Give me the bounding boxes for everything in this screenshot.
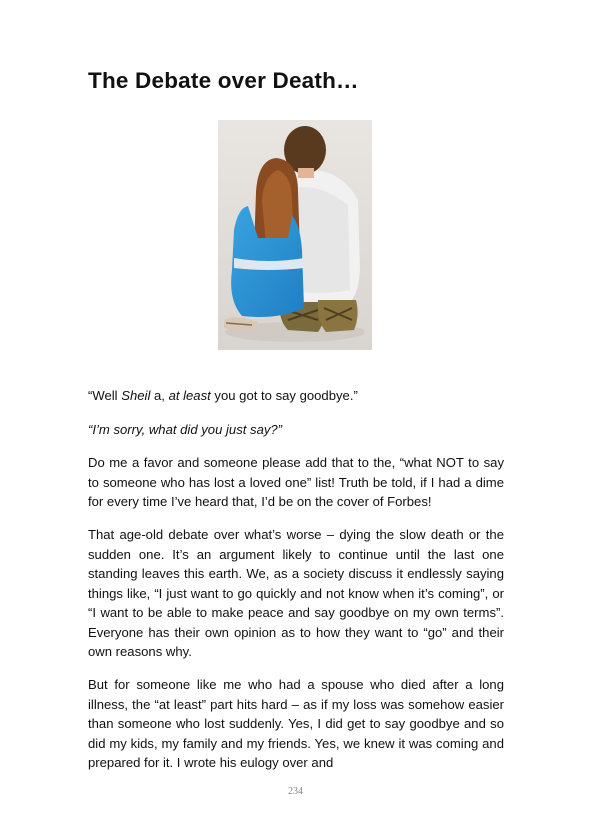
quote-pre: “Well — [88, 388, 122, 403]
photo-children-sitting-back-view — [218, 120, 372, 350]
page-title: The Debate over Death… — [88, 68, 359, 93]
quote-paragraph — [88, 386, 504, 406]
paragraph-4-text: That age-old debate over what’s worse – dying the slow death or the sudden one. It’s an argument likely to continue until the last one standing leaves this earth. We, as a society discuss it endlessly saying things like, “I just want to go quickly and not know when it’s coming”, or “I want to be able to make peace and say goodbye on my own terms”. Everyone has their own opinion as to how they want to “go” and their own reasons why. — [88, 527, 504, 659]
quote-post: you got to say goodbye.” — [210, 388, 358, 403]
paragraph-3 — [88, 453, 504, 512]
page-number: 234 — [288, 786, 303, 797]
quote-italic: at least — [168, 388, 211, 403]
quote-mid: a, — [150, 388, 169, 403]
quote-name: Sheil — [121, 388, 151, 403]
paragraph-3-text: Do me a favor and someone please add that to the, “what NOT to say to someone who has lost a loved one” list! Truth be told, if I had a dime for every time I’ve heard that, I’d be on the cover of Forbes! — [88, 455, 504, 509]
reply-text: “I’m sorry, what did you just say?” — [88, 422, 283, 437]
reply-paragraph — [88, 420, 504, 440]
paragraph-5 — [88, 675, 504, 773]
paragraph-5-text: But for someone like me who had a spouse who died after a long illness, the “at least” part hits hard – as if my loss was somehow easier than someone who lost suddenly. Yes, I did get to say goodbye and so did my kids, my family and my friends. Yes, we knew it was coming and prepared for it. I wrote his eulogy over and — [88, 677, 504, 770]
paragraph-4 — [88, 525, 504, 662]
